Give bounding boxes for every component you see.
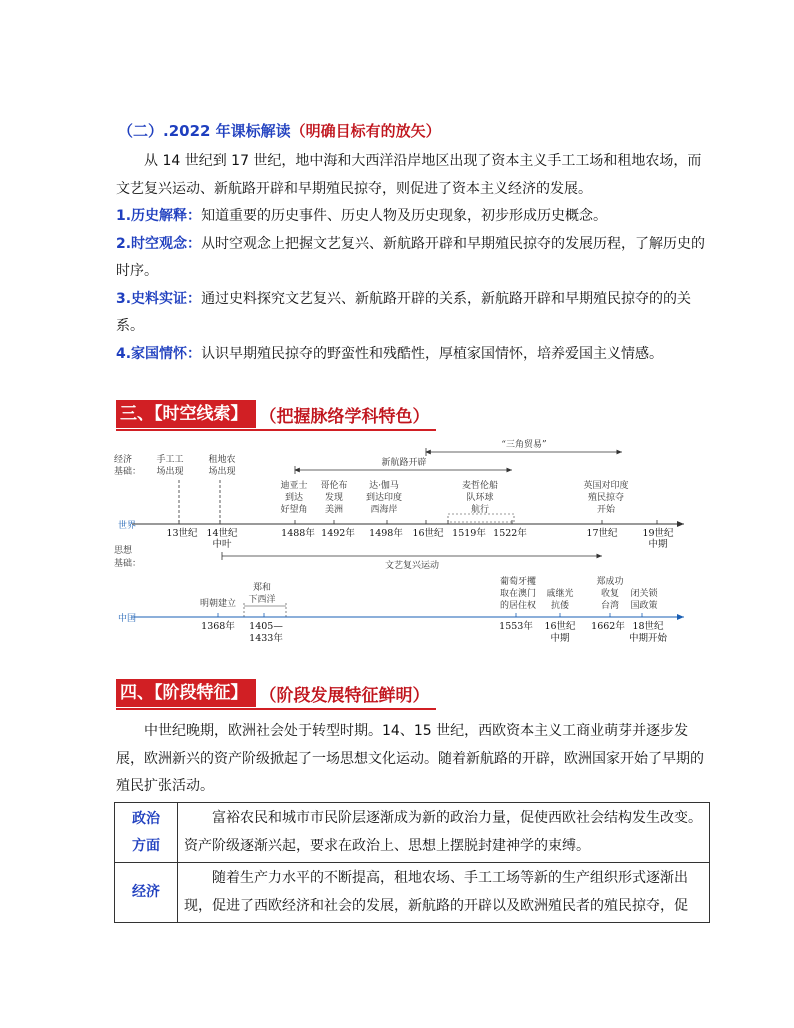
table-head-politics bbox=[115, 803, 178, 863]
row-label-world: 世界 bbox=[118, 521, 137, 531]
china-tick-18c: 18世纪 bbox=[632, 621, 664, 632]
table-head-economy bbox=[115, 863, 178, 923]
world-tick-19c-mid: 中期 bbox=[648, 539, 668, 550]
standard-item-2 bbox=[116, 231, 706, 286]
china-event-closed-2: 国政策 bbox=[630, 601, 658, 611]
world-event-dias-2: 到达 bbox=[284, 493, 304, 503]
row-label-thought: 思想 bbox=[114, 546, 133, 556]
span-renaissance-label: 文艺复兴运动 bbox=[384, 561, 440, 571]
table-head-text: 经济 bbox=[132, 884, 160, 900]
world-event-gama-3: 西海岸 bbox=[370, 505, 398, 515]
standard-item-label: 2.时空观念： bbox=[116, 235, 202, 252]
world-event-columbus-2: 发现 bbox=[324, 493, 344, 503]
section3-banner bbox=[116, 400, 430, 428]
world-tick-1522: 1522年 bbox=[493, 528, 527, 539]
world-event-columbus-3: 美洲 bbox=[324, 505, 344, 515]
world-tick-1519: 1519年 bbox=[452, 528, 486, 539]
china-event-ming: 明朝建立 bbox=[199, 599, 237, 609]
table-head-text: 方面 bbox=[132, 837, 160, 854]
world-event-columbus-1: 哥伦布 bbox=[320, 481, 348, 491]
economy-event-farm-1: 租地农 bbox=[208, 455, 236, 465]
china-tick-1553: 1553年 bbox=[499, 621, 533, 632]
china-event-zhenghe-2: 下西洋 bbox=[248, 595, 276, 605]
world-tick-1488: 1488年 bbox=[281, 528, 315, 539]
row-label-economy-2: 基础： bbox=[114, 467, 142, 477]
section4-underline bbox=[116, 708, 436, 710]
world-event-magellan-2: 队环球 bbox=[466, 493, 494, 503]
china-tick-1368: 1368年 bbox=[201, 621, 235, 632]
world-tick-14c: 14世纪 bbox=[206, 528, 238, 539]
world-event-india-2: 殖民掠夺 bbox=[587, 493, 625, 503]
china-tick-1405: 1405— bbox=[249, 621, 283, 632]
row-label-economy: 经济 bbox=[114, 455, 133, 465]
section4-banner bbox=[116, 679, 430, 707]
world-event-india-3: 开始 bbox=[596, 505, 616, 515]
section3-banner-sub: （把握脉络学科特色） bbox=[259, 406, 430, 427]
standard-item-label: 4.家国情怀： bbox=[116, 345, 202, 362]
section2-title bbox=[118, 120, 441, 141]
world-tick-16c: 16世纪 bbox=[412, 528, 444, 539]
section2-title-text: （二）.2022 年课标解读 bbox=[118, 122, 291, 140]
china-tick-1662: 1662年 bbox=[591, 621, 625, 632]
china-event-qijiguang-1: 戚继光 bbox=[546, 589, 574, 599]
china-tick-16c-mid: 中期 bbox=[550, 633, 570, 644]
china-event-zcg-2: 收复 bbox=[600, 589, 620, 599]
table-cell-economy: 随着生产力水平的不断提高，租地农场、手工工场等新的生产组织形式逐渐出现，促进了西欧经济和社会的发展，新航路的开辟以及欧洲殖民者的殖民掠夺，促 bbox=[178, 863, 710, 923]
world-event-dias-1: 迪亚士 bbox=[280, 481, 308, 491]
china-event-portugal-3: 的居住权 bbox=[499, 601, 537, 611]
china-event-portugal-2: 取在澳门 bbox=[499, 589, 537, 599]
world-tick-13c: 13世纪 bbox=[166, 528, 198, 539]
world-event-magellan-1: 麦哲伦船 bbox=[461, 481, 499, 491]
table-head-text: 政治 bbox=[132, 810, 160, 827]
standard-item-1 bbox=[116, 203, 706, 231]
world-event-gama-2: 到达印度 bbox=[365, 493, 403, 503]
table-row bbox=[115, 863, 710, 923]
world-event-dias-3: 好望角 bbox=[280, 505, 308, 515]
world-tick-19c: 19世纪 bbox=[642, 528, 674, 539]
world-tick-1492: 1492年 bbox=[321, 528, 355, 539]
section4-banner-label: 四、【阶段特征】 bbox=[116, 679, 256, 707]
economy-event-farm-2: 场出现 bbox=[208, 467, 236, 477]
span-triangle-trade-label: “三角贸易” bbox=[501, 440, 547, 450]
china-event-zhenghe-1: 郑和 bbox=[252, 583, 272, 593]
economy-event-workshop-1: 手工工 bbox=[156, 455, 184, 465]
china-event-zcg-3: 台湾 bbox=[600, 601, 620, 611]
china-event-zcg-1: 郑成功 bbox=[596, 577, 624, 587]
economy-event-workshop-2: 场出现 bbox=[156, 467, 184, 477]
span-new-routes-label: 新航路开辟 bbox=[381, 458, 427, 468]
world-tick-14c-mid: 中叶 bbox=[212, 539, 232, 550]
world-event-gama-1: 达·伽马 bbox=[369, 481, 399, 491]
section2-title-paren: （明确目标有的放矢） bbox=[290, 122, 441, 140]
world-event-india-1: 英国对印度 bbox=[583, 481, 629, 491]
china-event-closed-1: 闭关锁 bbox=[630, 589, 658, 599]
standard-item-label: 1.历史解释： bbox=[116, 208, 202, 224]
section3-underline bbox=[116, 429, 436, 431]
stage-features-table bbox=[114, 802, 710, 923]
standard-item-text: 通过史料探究文艺复兴、新航路开辟的关系，新航路开辟和早期殖民掠夺的的关系。 bbox=[116, 290, 692, 334]
table-cell-politics: 富裕农民和城市市民阶层逐渐成为新的政治力量，促使西欧社会结构发生改变。资产阶级逐渐兴起，要求在政治上、思想上摆脱封建神学的束缚。 bbox=[178, 803, 710, 863]
world-tick-17c: 17世纪 bbox=[586, 528, 618, 539]
section3-banner-label: 三、【时空线索】 bbox=[116, 400, 256, 428]
china-event-portugal-1: 葡萄牙攫 bbox=[499, 577, 537, 587]
section4-banner-sub: （阶段发展特征鲜明） bbox=[259, 685, 430, 706]
row-label-china: 中国 bbox=[118, 614, 137, 624]
china-event-qijiguang-2: 抗倭 bbox=[550, 601, 570, 611]
standard-item-text: 知道重要的历史事件、历史人物及历史现象，初步形成历史概念。 bbox=[201, 208, 608, 224]
table-row bbox=[115, 803, 710, 863]
standard-item-label: 3.史料实证： bbox=[116, 290, 202, 307]
china-tick-16c: 16世纪 bbox=[544, 621, 576, 632]
standard-item-3 bbox=[116, 286, 706, 341]
timeline-diagram bbox=[112, 432, 692, 650]
magellan-range-box bbox=[448, 514, 514, 522]
standard-item-4 bbox=[116, 341, 706, 369]
section2-intro: 从 14 世纪到 17 世纪，地中海和大西洋沿岸地区出现了资本主义手工工场和租地农场，而文艺复兴运动、新航路开辟和早期殖民掠夺，则促进了资本主义经济的发展。 bbox=[116, 153, 702, 197]
standard-item-text: 从时空观念上把握文艺复兴、新航路开辟和早期殖民掠夺的发展历程，了解历史的时序。 bbox=[116, 235, 706, 279]
world-tick-1498: 1498年 bbox=[369, 528, 403, 539]
world-event-magellan-3: 航行 bbox=[470, 505, 490, 515]
china-tick-1433: 1433年 bbox=[249, 633, 283, 644]
row-label-thought-2: 基础： bbox=[114, 559, 142, 569]
standard-item-text: 认识早期殖民掠夺的野蛮性和残酷性，厚植家国情怀，培养爱国主义情感。 bbox=[201, 345, 664, 362]
china-tick-18c-mid: 中期开始 bbox=[628, 633, 668, 644]
section4-intro: 中世纪晚期，欧洲社会处于转型时期。14、15 世纪，西欧资本主义工商业萌芽并逐步发展，欧洲新兴的资产阶级掀起了一场思想文化运动。随着新航路的开辟，欧洲国家开始了早期的殖民扩张活动。 bbox=[116, 723, 704, 794]
